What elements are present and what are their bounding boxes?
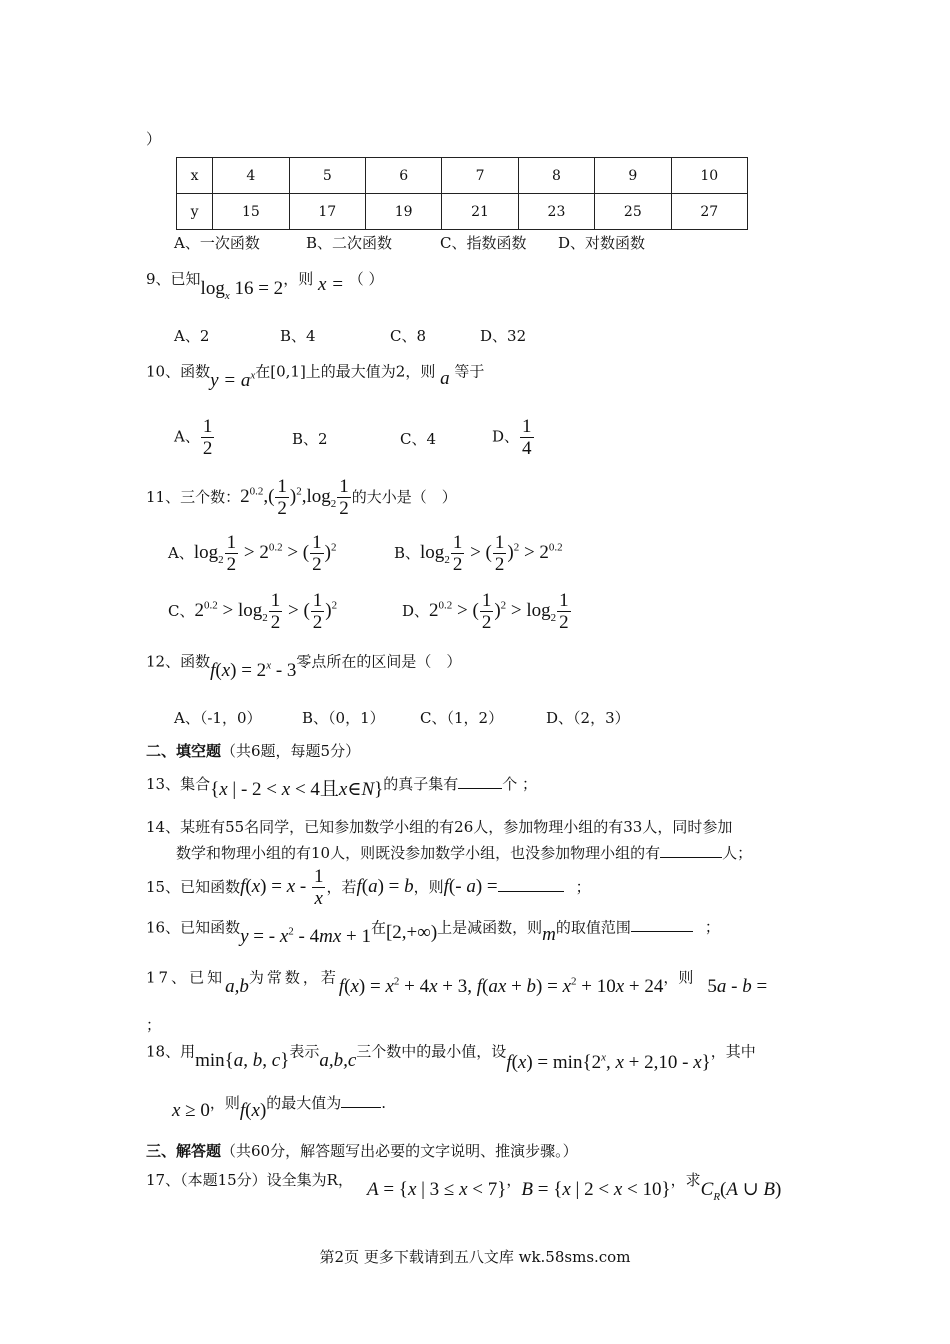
q14-text: 数学和物理小组的有10人，则既没参加数学小组，也没参加物理小组的有 [176,844,661,862]
table-cell: y [177,194,213,230]
q13-blank [458,788,502,789]
q9-end: （ ） [348,270,384,288]
section-3-note: （共60分，解答题写出必要的文字说明、推演步骤。） [221,1142,578,1160]
q10-label: 10、函数 [146,362,211,381]
fraction: $\frac{1}{2}$ [202,416,213,459]
table-cell: 4 [213,158,289,194]
q18-equation: $f(x) = \min\{2^x$, x + 2,10 - x} [506,1052,711,1074]
q17a-mid: 为常数，若 [248,968,339,987]
question-9 [146,268,384,302]
q15-condition: f(a) = b [356,875,414,897]
q8-option-c: C、指数函数 [440,234,527,252]
q18-blank [341,1107,381,1108]
q12-label: 12、函数 [146,652,211,671]
table-row [177,194,748,230]
table-cell: 5 [289,158,365,194]
q11-option-c: C、$2^{0.2} > \log_2$ $\frac{1}{2}$ > ( $\frac{1}{2}$ )$^2$ [168,590,338,633]
q11-label: 11、三个数： [146,487,241,506]
q18-line-2 [172,1092,387,1121]
q14-tail: 人； [722,844,753,862]
q8-option-b: B、二次函数 [306,234,393,252]
q17b-target: $C_R(A$ ∪ B) [700,1179,782,1203]
question-10 [146,360,485,392]
q14-blank [660,857,722,858]
q17a-next: ； [146,1016,162,1034]
q13-tail: 个 ； [502,775,538,793]
section-2-title: 二、填空题 [146,742,222,760]
q12-option-a: A、（-1，0） [174,709,262,727]
q18-mid2: 三个数中的最小值，设 [356,1042,507,1061]
page-footer: 第2页 更多下载请到五八文库 wk.58sms.com [319,1248,631,1266]
q16-blank [631,931,693,932]
q16-mid: 在 [370,918,386,937]
section-2-note: （共6题，每题5分） [221,742,361,760]
q11-option-b-label: B、 [394,543,421,562]
q14-line-2 [176,842,752,863]
q18-tail: . [381,1094,387,1112]
q10-option-c: C、4 [400,430,437,448]
q16-tail: ； [704,918,720,937]
q12-option-d: D、（2，3） [546,709,630,727]
top-paren: ） [146,130,162,148]
table-cell: 6 [365,158,441,194]
q18-vars: a,b,c [319,1050,357,1072]
q10-option-d-label: D、 [492,427,520,446]
table-cell: 25 [595,194,671,230]
table-row [177,158,748,194]
table-cell: 7 [442,158,518,194]
q17b-label: 17、（本题15分）设全集为R， [146,1171,353,1189]
q9-label: 9、已知 [146,270,201,288]
q17b-sep2: ，求 [670,1171,701,1189]
q15-tail: ； [575,877,591,896]
q18-label: 18、用 [146,1042,196,1061]
q16-mid3: 的取值范围 [555,918,631,937]
table-cell: 23 [518,194,594,230]
q11-expression: $2^{0.2}$,( $\frac{1}{2}$ )$^2,\log_2$ $\frac{1}{2}$ [240,476,349,519]
q9-var: x = [313,274,349,295]
q16-interval: [2,+∞) [385,922,438,944]
q10-option-a-label: A、 [174,427,200,446]
q13-set: {x | - 2 < x < 4且x∈N} [210,779,384,800]
section-3-heading [146,1140,578,1161]
q13-end: 的真子集有 [383,775,459,793]
q11-option-a: A、$\log_2$ $\frac{1}{2}$ > $2^{0.2}$ > ( $\frac{1}{2}$ )$^2$ [168,532,337,575]
table-cell: 8 [518,158,594,194]
question-13 [146,768,538,800]
question-15 [146,866,591,909]
q18-fx: f(x) [239,1100,267,1121]
q9-mid: ，则 [283,270,314,288]
q17a-label: 17、已知 [146,968,226,987]
q9-option-d: D、32 [480,327,527,345]
q16-label: 16、已知函数 [146,918,241,937]
question-12: 12、函数$f(x) = 2^x - 3$零点所在的区间是（ ） [146,652,462,682]
q12-option-b: B、（0，1） [302,709,385,727]
q18-mid3: ，其中 [710,1042,756,1061]
q10-option-a [174,416,215,459]
q16-mid2: 上是减函数，则 [437,918,543,937]
q10-option-b: B、2 [292,430,328,448]
q17a-mid2: ，则 [663,968,694,987]
q8-option-d: D、对数函数 [558,234,646,252]
q11-option-d: D、$2^{0.2}$ > ( $\frac{1}{2}$ )$^2 > \log_2$ $\frac{1}{2}$ [402,590,569,633]
q12-option-c: C、（1，2） [420,709,504,727]
q17a-equations: $f(x) = x^2 + 4x + 3$, $f(ax + b) = x^2 + 10x + 24$ [338,976,664,998]
q11-option-c-label: C、 [168,601,195,620]
q11-end: 的大小是（ ） [351,487,457,506]
q15-mid2: ，则 [413,877,444,896]
q17b-set-a: A = {x | 3 ≤ x < 7} [366,1179,507,1200]
q15-blank [498,891,564,892]
q17b-sep: ， [506,1171,522,1189]
q11-option-a-label: A、 [168,543,194,562]
question-17a [146,966,768,998]
q11-option-b: B、$\log_2$ $\frac{1}{2}$ > ( $\frac{1}{2}$ )$^2 > 2^{0.2}$ [394,532,563,575]
table-cell: 27 [671,194,747,230]
q15-equation: f(x) = x - $\frac{1}{x}$ [240,866,324,909]
data-table [176,157,748,230]
q15-label: 15、已知函数 [146,877,241,896]
q15-mid: ，若 [326,877,357,896]
q9-option-b: B、4 [280,327,316,345]
table-cell: 19 [365,194,441,230]
question-16 [146,916,720,948]
q18-mid: 表示 [289,1042,320,1061]
q10-mid: 在[0,1]上的最大值为2，则 [255,362,436,381]
q9-option-a: A、2 [174,327,210,345]
q18-mid4: ，则 [209,1094,240,1112]
fraction: $\frac{1}{4}$ [522,416,532,459]
q17b-set-b: B = {x | 2 < x < 10} [521,1179,671,1200]
q9-option-c: C、8 [390,327,427,345]
q16-equation: y = - $x^2 - 4mx + 1$ [240,926,371,948]
q18-mid5: 的最大值为 [266,1094,342,1112]
q18-condition: x ≥ 0 [172,1100,210,1121]
q14-line-1: 14、某班有55名同学，已知参加数学小组的有26人，参加物理小组的有33人，同时参加 [146,818,733,836]
q10-var: a [435,368,455,390]
table-cell: x [177,158,213,194]
question-18 [146,1040,756,1074]
q12-end: 零点所在的区间是（ ） [296,652,462,671]
table-cell: 17 [289,194,365,230]
q8-option-a: A、一次函数 [174,234,260,252]
q18-min: min{a, b, c} [195,1050,290,1072]
q12-equation: f [210,660,216,682]
q16-var: m [542,924,556,946]
q11-option-d-label: D、 [402,601,430,620]
q17a-consts: a,b [225,976,249,998]
table-cell: 21 [442,194,518,230]
section-3-title: 三、解答题 [146,1142,222,1160]
table-cell: 15 [213,194,289,230]
table-cell: 9 [595,158,671,194]
q13-label: 13、集合 [146,775,211,793]
q9-equation: $\log_x 16 = 2$ [200,278,284,302]
q10-end: 等于 [454,362,485,381]
table-cell: 10 [671,158,747,194]
q10-option-d [492,416,535,459]
question-17b [146,1168,782,1203]
section-2-heading [146,740,360,761]
question-11 [146,476,457,519]
q15-target: f(- a) = [443,875,498,897]
q17a-target: 5a - b = [707,976,768,998]
q10-equation: $y = a^x$ [210,370,256,392]
